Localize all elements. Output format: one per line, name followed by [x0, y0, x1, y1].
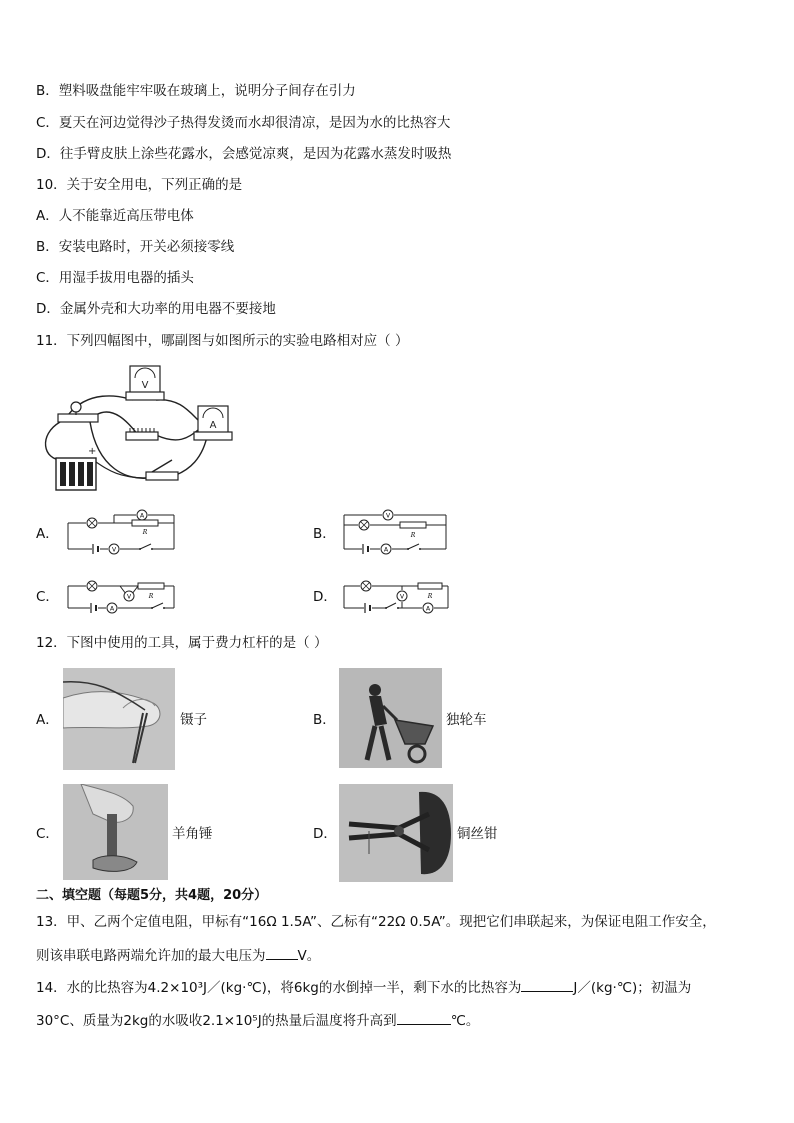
q14-line-2-unit: ℃。	[450, 1013, 480, 1029]
q11-option-d-label: D．	[313, 589, 337, 605]
lamp-icon	[58, 402, 98, 422]
q13-line-2	[36, 945, 320, 966]
q10-option-b: B．安装电路时，开关必须接零线	[36, 239, 235, 255]
q11-option-b-label: B．	[313, 526, 336, 542]
q12-option-d-caption: 铜丝钳	[457, 826, 498, 842]
ammeter-symbol: A	[139, 512, 145, 520]
voltmeter-symbol: V	[126, 593, 132, 601]
q14-line-2-text: 30°C、质量为2kg的水吸收2.1×10⁵J的热量后温度将升高到	[36, 1013, 397, 1029]
resistor-symbol: R	[410, 532, 416, 539]
q14-line-1-rest: J／(kg·℃)；初温为	[573, 980, 692, 996]
q10-option-d: D．金属外壳和大功率的用电器不要接地	[36, 301, 276, 317]
resistor-symbol: R	[427, 593, 433, 600]
q11-physical-circuit-figure	[38, 360, 258, 495]
ammeter-symbol: A	[209, 420, 217, 431]
q11-circuit-diagram-b	[342, 513, 450, 553]
battery-icon	[56, 446, 96, 490]
resistor-symbol: R	[142, 529, 148, 536]
q14-line-1-text: 14．水的比热容为4.2×10³J／(kg·℃)，将6kg的水倒掉一半，剩下水的比热容为	[36, 980, 522, 996]
q14-line-2	[36, 1010, 479, 1031]
q10-option-c: C．用湿手拔用电器的插头	[36, 270, 194, 286]
q12-option-b-caption: 独轮车	[446, 712, 487, 728]
q12-stem: 12．下图中使用的工具，属于费力杠杆的是（ ）	[36, 635, 328, 651]
resistor-symbol: R	[148, 593, 154, 600]
q12-option-c-caption: 羊角锤	[172, 826, 213, 842]
q10-option-a: A．人不能靠近高压带电体	[36, 208, 194, 224]
ammeter-icon	[194, 406, 232, 440]
voltmeter-symbol: V	[385, 512, 391, 520]
q12-option-a-label: A．	[36, 712, 59, 728]
q11-option-c-label: C．	[36, 589, 59, 605]
battery-plus-sign: +	[88, 446, 97, 457]
voltmeter-symbol: V	[111, 546, 117, 554]
q13-line-1: 13．甲、乙两个定值电阻，甲标有“16Ω 1.5A”、乙标有“22Ω 0.5A”。现把它们串联起来，为保证电阻工作安全，	[36, 914, 716, 930]
claw-hammer-photo	[63, 784, 168, 880]
ammeter-symbol: A	[109, 605, 115, 613]
q14-answer-blank-1[interactable]	[521, 977, 573, 992]
q11-stem: 11．下列四幅图中，哪副图与如图所示的实验电路相对应（ ）	[36, 333, 409, 349]
resistor-icon	[126, 428, 158, 440]
q11-option-a-label: A．	[36, 526, 59, 542]
voltmeter-icon	[126, 366, 164, 400]
q9-option-d: D．往手臂皮肤上涂些花露水，会感觉凉爽，是因为花露水蒸发时吸热	[36, 146, 452, 162]
q13-line-2-unit: V。	[297, 948, 321, 964]
tweezers-photo	[63, 668, 175, 770]
voltmeter-symbol: V	[399, 593, 405, 601]
q12-option-a-caption: 镊子	[180, 712, 207, 728]
wheelbarrow-photo	[339, 668, 442, 768]
q13-answer-blank[interactable]	[266, 945, 298, 960]
voltmeter-symbol: V	[141, 380, 149, 391]
q9-option-c: C．夏天在河边觉得沙子热得发烫而水却很清凉，是因为水的比热容大	[36, 115, 451, 131]
section-fill-in-blank-title: 二、填空题（每题5分，共4题，20分）	[36, 888, 268, 903]
q11-circuit-diagram-d	[342, 578, 452, 614]
q12-option-d-label: D．	[313, 826, 337, 842]
q10-stem: 10．关于安全用电，下列正确的是	[36, 177, 243, 193]
q12-option-b-label: B．	[313, 712, 336, 728]
pliers-photo	[339, 784, 453, 882]
q12-option-c-label: C．	[36, 826, 59, 842]
q11-circuit-diagram-a	[66, 513, 178, 553]
q13-line-2-text: 则该串联电路两端允许加的最大电压为	[36, 948, 266, 964]
q11-circuit-diagram-c	[66, 578, 178, 614]
q14-line-1	[36, 977, 691, 998]
ammeter-symbol: A	[383, 546, 389, 554]
q9-option-b: B．塑料吸盘能牢牢吸在玻璃上，说明分子间存在引力	[36, 83, 356, 99]
switch-icon	[146, 460, 178, 480]
ammeter-symbol: A	[425, 605, 431, 613]
q14-answer-blank-2[interactable]	[397, 1010, 451, 1025]
